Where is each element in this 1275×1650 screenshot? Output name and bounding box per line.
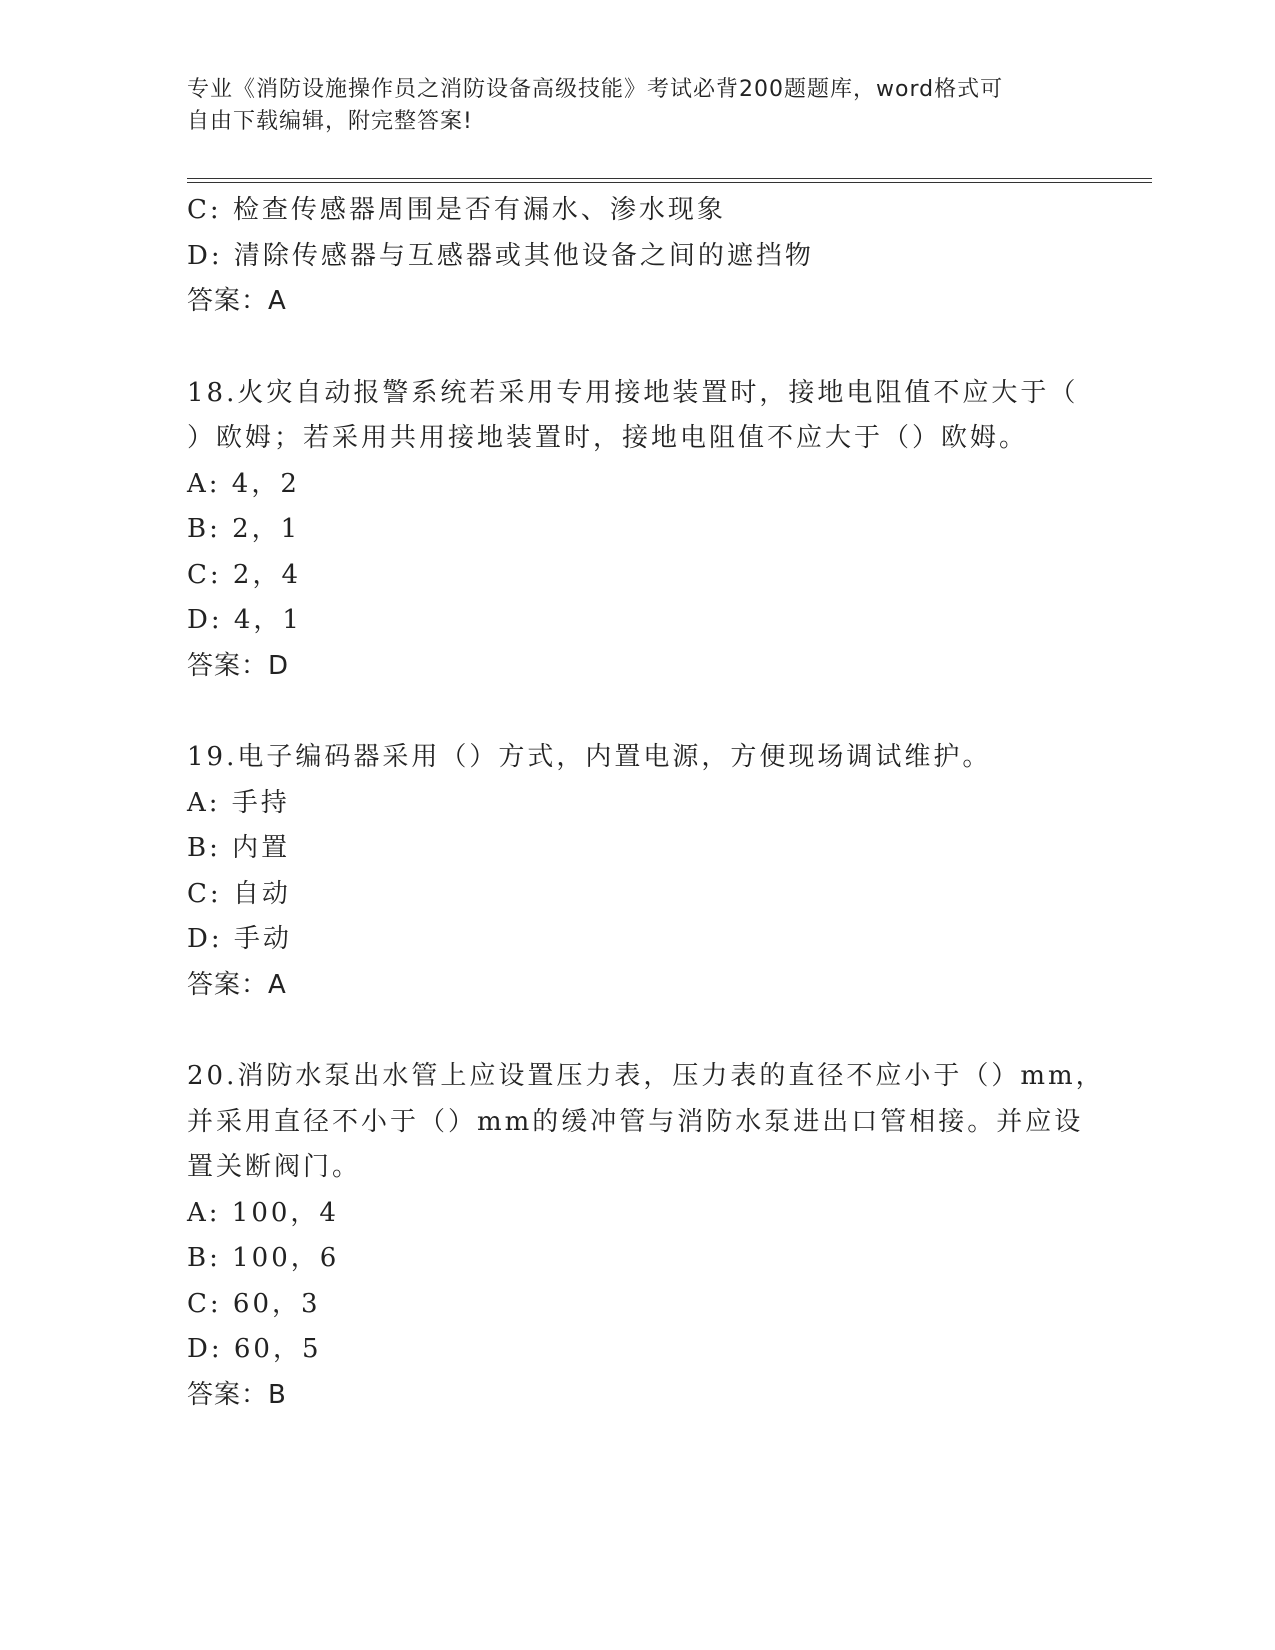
- question-18: [187, 371, 1079, 690]
- option-a: A: 100，4: [187, 1197, 339, 1228]
- question-stem-line: 20.消防水泵出水管上应设置压力表，压力表的直径不应小于（）mm，: [187, 1061, 1105, 1091]
- option-b: B: 内置: [187, 833, 291, 863]
- document-body: [187, 188, 1105, 1418]
- option-d: D: 手动: [187, 924, 292, 954]
- question-19: [187, 735, 1067, 1008]
- question-stem-line: ）欧姆；若采用共用接地装置时，接地电阻值不应大于（）欧姆。: [187, 423, 1029, 453]
- header-title-line-1: 专业《消防设施操作员之消防设备高级技能》考试必背200题题库，word格式可: [187, 77, 1004, 102]
- header-divider: [187, 178, 1152, 183]
- page-header: [187, 74, 1067, 138]
- option-c: C: 60，3: [187, 1288, 321, 1319]
- option-c: C: 检查传感器周围是否有漏水、渗水现象: [187, 195, 726, 225]
- question-stem-line: 置关断阀门。: [187, 1152, 362, 1182]
- option-b: B: 100，6: [187, 1243, 340, 1273]
- option-c: C: 自动: [187, 878, 291, 909]
- question-stem-line: 19.电子编码器采用（）方式，内置电源，方便现场调试维护。: [187, 742, 992, 772]
- option-d: D: 4，1: [187, 605, 302, 635]
- question-stem-line: 18.火灾自动报警系统若采用专用接地装置时，接地电阻值不应大于（: [187, 377, 1079, 408]
- option-d: D: 60，5: [187, 1334, 322, 1364]
- spacer: [187, 689, 1067, 735]
- option-a: A: 手持: [187, 787, 290, 818]
- question-17-continuation: [187, 188, 1067, 325]
- option-d: D: 清除传感器与互感器或其他设备之间的遮挡物: [187, 240, 814, 271]
- answer-text: 答案：D: [187, 650, 290, 681]
- spacer: [187, 1008, 1067, 1054]
- spacer: [187, 325, 1067, 371]
- answer-text: 答案：A: [187, 286, 287, 316]
- answer-text: 答案：B: [187, 1379, 287, 1410]
- answer-text: 答案：A: [187, 969, 287, 1000]
- option-a: A: 4，2: [187, 468, 300, 499]
- question-20: [187, 1054, 1105, 1418]
- header-title-line-2: 自由下载编辑，附完整答案!: [187, 109, 473, 134]
- option-c: C: 2，4: [187, 559, 302, 590]
- option-b: B: 2，1: [187, 514, 301, 544]
- question-stem-line: 并采用直径不小于（）mm的缓冲管与消防水泵进出口管相接。并应设: [187, 1106, 1084, 1137]
